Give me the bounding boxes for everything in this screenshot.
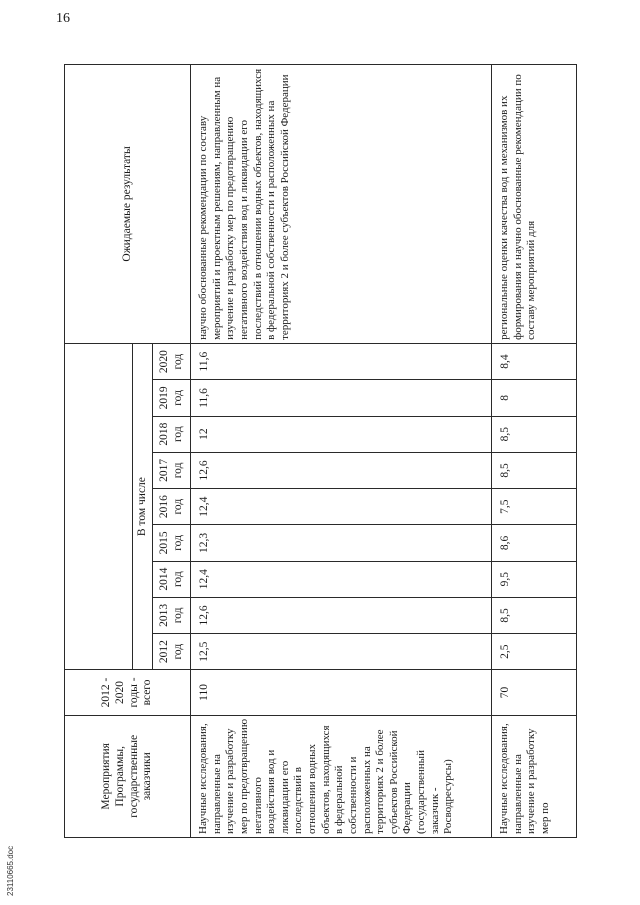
total-cell: 70 — [492, 670, 577, 715]
table-row — [191, 65, 492, 838]
year-value-cell: 8,6 — [492, 525, 577, 561]
header-year: 2017 год — [153, 452, 191, 488]
header-year: 2014 год — [153, 561, 191, 597]
header-year: 2012 год — [153, 634, 191, 670]
year-value-cell: 12,4 — [191, 561, 492, 597]
year-value-cell: 9,5 — [492, 561, 577, 597]
header-expected-results: Ожидаемые результаты — [65, 65, 191, 344]
header-spacer — [65, 343, 133, 669]
year-value-cell: 7,5 — [492, 489, 577, 525]
year-value-cell: 8 — [492, 380, 577, 416]
header-year: 2013 год — [153, 597, 191, 633]
program-measures-table — [64, 64, 577, 838]
header-year: 2018 год — [153, 416, 191, 452]
year-value-cell: 11,6 — [191, 343, 492, 379]
program-measures-table-wrapper — [64, 64, 576, 838]
header-including: В том числе — [133, 343, 153, 669]
page-number: 16 — [56, 11, 70, 26]
total-cell: 110 — [191, 670, 492, 715]
year-value-cell: 12,6 — [191, 597, 492, 633]
header-year: 2020 год — [153, 343, 191, 379]
measure-cell: Научные исследования, направленные на изучение и разработку мер по предотвращению негативного воздействия вод и ликвидации его последствий в отношении водных объектов, находящихся в федеральной собственности и расположенных на территориях 2 и более субъектов Российской Федерации (государственный заказчик - Росводресурсы) — [191, 715, 492, 837]
year-value-cell: 8,4 — [492, 343, 577, 379]
year-value-cell: 12,6 — [191, 452, 492, 488]
year-value-cell: 12,5 — [191, 634, 492, 670]
table-row — [492, 65, 577, 838]
expected-result-cell: региональные оценки качества вод и механизмов их формирования и научно обоснованные рекомендации по составу мероприятий для — [492, 65, 577, 344]
year-value-cell: 12,4 — [191, 489, 492, 525]
expected-result-cell: научно обоснованные рекомендации по составу мероприятий и проектным решениям, направленным на изучение и разработку мер по предотвращению негативного воздействия вод и ликвидации его последствий в отношении водных объектов, находящихся в федеральной собственности и расположенных на территориях 2 и более субъектов Российской Федерации — [191, 65, 492, 344]
header-year: 2016 год — [153, 489, 191, 525]
measure-cell: Научные исследования, направленные на изучение и разработку мер по — [492, 715, 577, 837]
year-value-cell: 12 — [191, 416, 492, 452]
header-year: 2015 год — [153, 525, 191, 561]
header-year: 2019 год — [153, 380, 191, 416]
year-value-cell: 8,5 — [492, 452, 577, 488]
year-value-cell: 2,5 — [492, 634, 577, 670]
year-value-cell: 8,5 — [492, 597, 577, 633]
header-total: 2012 - 2020 годы - всего — [65, 670, 191, 715]
header-measures: Мероприятия Программы, государственные заказчики — [65, 715, 191, 837]
document-footer-code: 23110665.doc — [6, 845, 15, 896]
year-value-cell: 11,6 — [191, 380, 492, 416]
year-value-cell: 8,5 — [492, 416, 577, 452]
year-value-cell: 12,3 — [191, 525, 492, 561]
